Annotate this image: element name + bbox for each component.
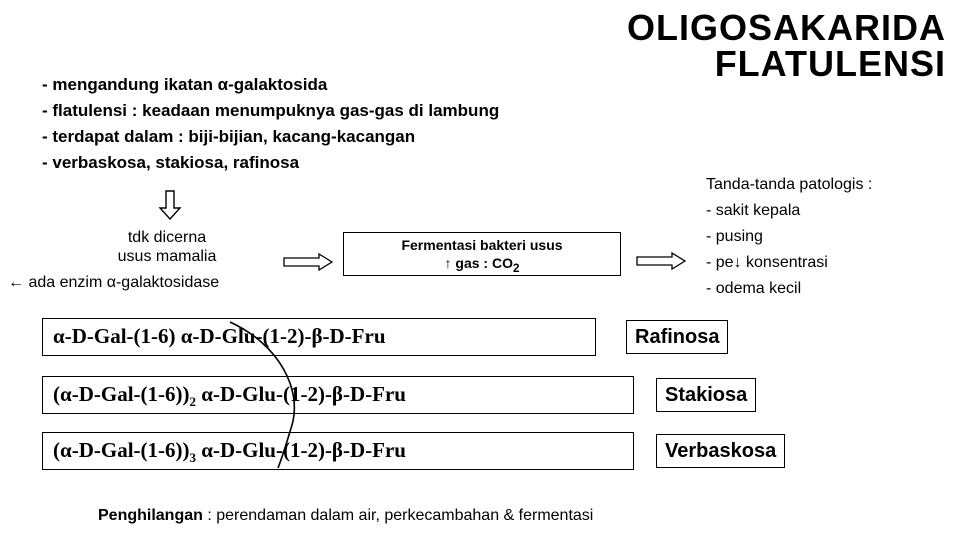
removal-text: : perendaman dalam air, perkecambahan & fermentasi: [202, 507, 594, 524]
pathology-item: - sakit kepala: [706, 202, 801, 219]
pathology-item: - pe↓ konsentrasi: [706, 254, 828, 271]
fermentation-line-2: ↑ gas : $CO_2$: [444, 255, 520, 275]
label-verbaskosa: Verbaskosa: [656, 434, 785, 468]
not-digested-note: [72, 228, 262, 266]
fermentation-box: [343, 232, 621, 276]
title-line-2: FLATULENSI: [714, 43, 946, 84]
formula-verbaskosa: $(\alpha-D-Gal-(1-6))_3$ α-D-Glu-(1-2)-β-D-Fru: [42, 432, 634, 470]
pathology-item: - pusing: [706, 228, 763, 245]
bullet-list: [42, 72, 499, 176]
pathology-signs: [706, 172, 872, 302]
right-arrow-icon: [283, 253, 333, 271]
enzyme-text: ada enzim α-galaktosidase: [28, 274, 220, 291]
label-stakiosa: Stakiosa: [656, 378, 756, 412]
pathology-heading: Tanda-tanda patologis :: [706, 176, 873, 193]
removal-label: Penghilangan: [98, 507, 203, 524]
bullet-item: - flatulensi : keadaan menumpuknya gas-gas di lambung: [42, 101, 500, 120]
bullet-item: - mengandung ikatan α-galaktosida: [42, 75, 328, 94]
bullet-item: - terdapat dalam : biji-bijian, kacang-kacangan: [42, 127, 416, 146]
down-arrow-icon: [158, 190, 182, 220]
removal-methods: [98, 507, 593, 525]
page-title: [627, 7, 946, 84]
formula-rafinosa: α-D-Gal-(1-6) α-D-Glu-(1-2)-β-D-Fru: [42, 318, 596, 356]
pathology-item: - odema kecil: [706, 280, 802, 297]
enzyme-note: [8, 274, 219, 292]
title-line-1: OLIGOSAKARIDA: [627, 7, 946, 48]
right-arrow-icon: [636, 252, 686, 270]
label-rafinosa: Rafinosa: [626, 320, 728, 354]
bullet-item: - verbaskosa, stakiosa, rafinosa: [42, 153, 300, 172]
fermentation-line-1: Fermentasi bakteri usus: [401, 237, 563, 253]
left-arrow-icon: ←: [8, 274, 24, 291]
note-line-2: usus mamalia: [117, 248, 217, 265]
formula-stakiosa: $(\alpha-D-Gal-(1-6))_2$ α-D-Glu-(1-2)-β-D-Fru: [42, 376, 634, 414]
note-line-1: tdk dicerna: [127, 229, 207, 246]
